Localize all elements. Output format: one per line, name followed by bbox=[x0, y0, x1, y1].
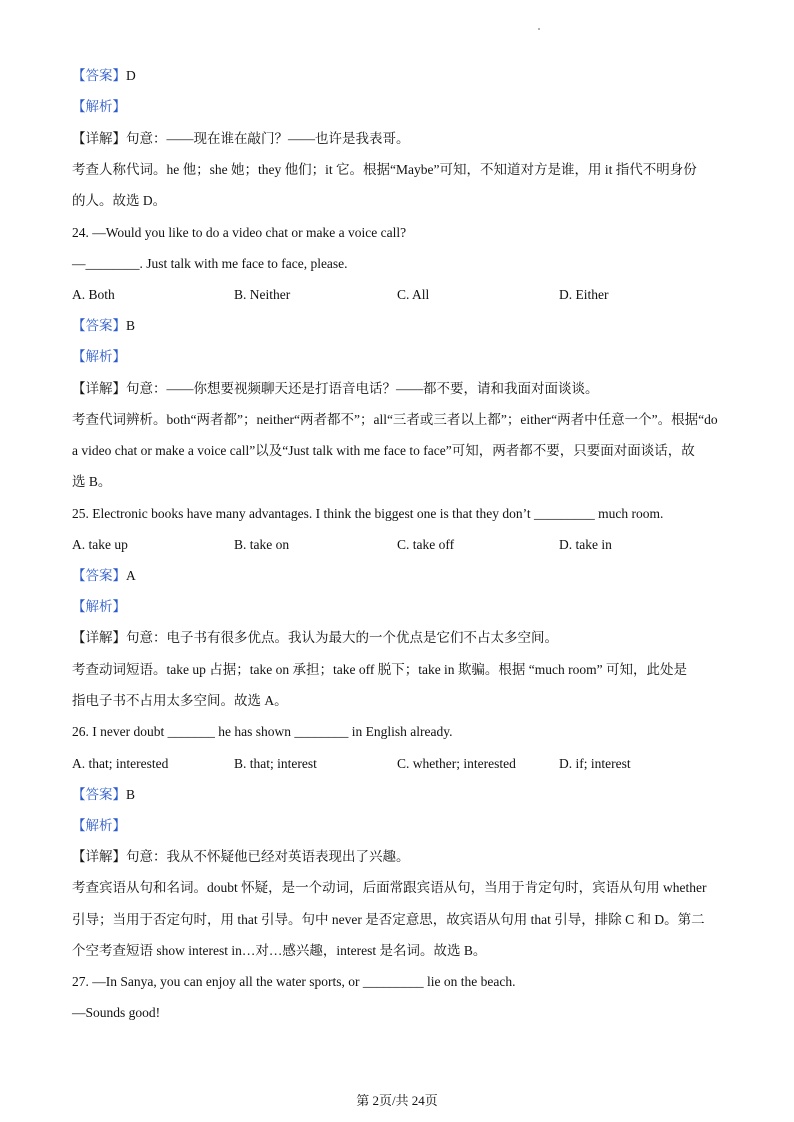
q26-option-c: C. whether; interested bbox=[397, 756, 516, 771]
q25-option-a: A. take up bbox=[72, 537, 128, 552]
q23-detail: 句意：——现在谁在敲门？——也许是我表哥。 bbox=[126, 131, 410, 146]
q25-option-d: D. take in bbox=[559, 537, 612, 552]
analysis-tag: 【解析】 bbox=[72, 99, 126, 114]
q26-analysis-line bbox=[72, 818, 126, 834]
q27-stem-2: —Sounds good! bbox=[72, 1005, 161, 1020]
q24-explain-2: a video chat or make a voice call”以及“Just talk with me face to face”可知，两者都不要，只要面对面谈话，故 bbox=[72, 443, 695, 458]
q24-analysis-line bbox=[72, 349, 126, 365]
q23-answer: D bbox=[126, 68, 136, 83]
q26-answer: B bbox=[126, 787, 136, 802]
q27-stem: 27. —In Sanya, you can enjoy all the water sports, or _________ lie on the beach. bbox=[72, 974, 516, 989]
page-footer: 第 2页/共 24页 bbox=[356, 1093, 438, 1108]
q24-answer-line bbox=[72, 318, 135, 334]
q25-option-b: B. take on bbox=[234, 537, 290, 552]
analysis-tag: 【解析】 bbox=[72, 599, 126, 614]
q24-detail-line bbox=[72, 381, 599, 397]
q25-stem: 25. Electronic books have many advantages. I think the biggest one is that they don’t _________ much room. bbox=[72, 506, 664, 521]
q25-detail: 句意：电子书有很多优点。我认为最大的一个优点是它们不占太多空间。 bbox=[126, 630, 558, 645]
q24-explain-3: 选 B。 bbox=[72, 474, 112, 489]
q26-explain-3: 个空考查短语 show interest in…对…感兴趣，interest 是名词。故选 B。 bbox=[72, 943, 487, 958]
answer-tag: 【答案】 bbox=[72, 787, 126, 802]
scan-dot bbox=[538, 28, 540, 30]
q26-answer-line bbox=[72, 787, 135, 803]
q25-answer-line bbox=[72, 568, 136, 584]
q24-option-b: B. Neither bbox=[234, 287, 291, 302]
q26-stem: 26. I never doubt _______ he has shown ________ in English already. bbox=[72, 724, 453, 739]
q26-explain-2: 引导；当用于否定句时，用 that 引导。句中 never 是否定意思，故宾语从句用 that 引导，排除 C 和 D。第二 bbox=[72, 912, 705, 927]
analysis-tag: 【解析】 bbox=[72, 349, 126, 364]
analysis-tag: 【解析】 bbox=[72, 818, 126, 833]
q24-detail: 句意：——你想要视频聊天还是打语音电话？——都不要，请和我面对面谈谈。 bbox=[126, 381, 599, 396]
q24-stem: 24. —Would you like to do a video chat or make a voice call? bbox=[72, 225, 407, 240]
detail-tag: 【详解】 bbox=[72, 849, 126, 864]
q24-option-a: A. Both bbox=[72, 287, 115, 302]
q26-option-d: D. if; interest bbox=[559, 756, 631, 771]
q24-answer: B bbox=[126, 318, 136, 333]
detail-tag: 【详解】 bbox=[72, 630, 126, 645]
q23-detail-line bbox=[72, 131, 410, 147]
answer-tag: 【答案】 bbox=[72, 318, 126, 333]
q23-answer-line bbox=[72, 68, 136, 84]
q23-analysis-line bbox=[72, 99, 126, 115]
q23-explain-2: 的人。故选 D。 bbox=[72, 193, 167, 208]
q25-explain-1: 考查动词短语。take up 占据；take on 承担；take off 脱下；take in 欺骗。根据 “much room” 可知，此处是 bbox=[72, 662, 688, 677]
q24-stem-2: —________. Just talk with me face to face, please. bbox=[72, 256, 348, 271]
answer-tag: 【答案】 bbox=[72, 568, 126, 583]
q26-detail-line bbox=[72, 849, 410, 865]
q25-detail-line bbox=[72, 630, 558, 646]
q24-option-d: D. Either bbox=[559, 287, 609, 302]
q25-answer: A bbox=[126, 568, 136, 583]
detail-tag: 【详解】 bbox=[72, 131, 126, 146]
q26-option-a: A. that; interested bbox=[72, 756, 169, 771]
q25-option-c: C. take off bbox=[397, 537, 455, 552]
q25-explain-2: 指电子书不占用太多空间。故选 A。 bbox=[72, 693, 288, 708]
q24-explain-1: 考查代词辨析。both“两者都”；neither“两者都不”；all“三者或三者以上都”；either“两者中任意一个”。根据“do bbox=[72, 412, 718, 427]
q24-option-c: C. All bbox=[397, 287, 430, 302]
q25-analysis-line bbox=[72, 599, 126, 615]
detail-tag: 【详解】 bbox=[72, 381, 126, 396]
answer-tag: 【答案】 bbox=[72, 68, 126, 83]
q23-explain-1: 考查人称代词。he 他；she 她；they 他们；it 它。根据“Maybe”可知，不知道对方是谁，用 it 指代不明身份 bbox=[72, 162, 697, 177]
q26-option-b: B. that; interest bbox=[234, 756, 317, 771]
q26-detail: 句意：我从不怀疑他已经对英语表现出了兴趣。 bbox=[126, 849, 410, 864]
q26-explain-1: 考查宾语从句和名词。doubt 怀疑，是一个动词，后面常跟宾语从句，当用于肯定句时，宾语从句用 whether bbox=[72, 880, 707, 895]
